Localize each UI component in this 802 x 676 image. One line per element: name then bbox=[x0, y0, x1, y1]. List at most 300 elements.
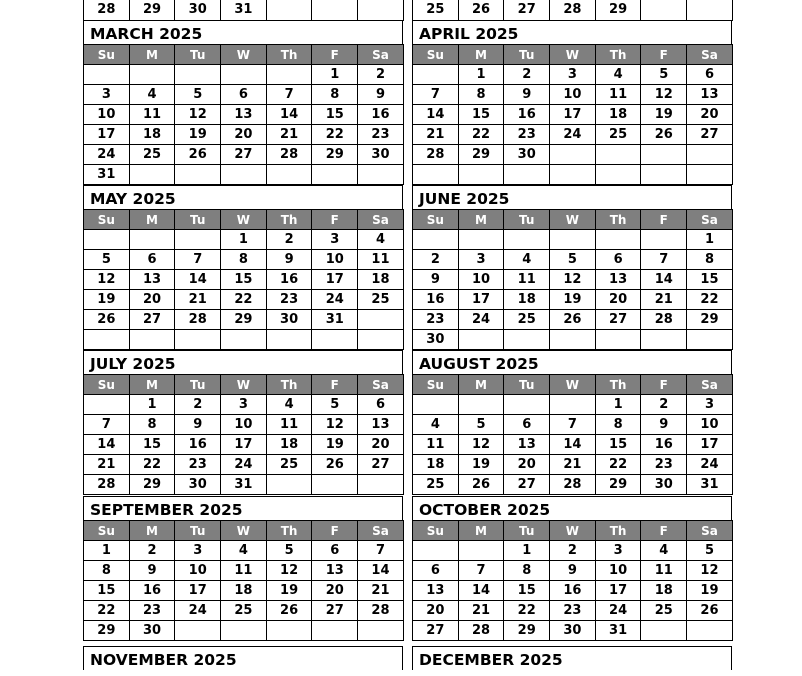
day-cell bbox=[175, 65, 221, 85]
day-cell: 24 bbox=[550, 125, 596, 145]
day-cell: 26 bbox=[458, 0, 504, 21]
day-cell bbox=[413, 165, 459, 185]
day-cell bbox=[641, 621, 687, 641]
month-block bbox=[83, 350, 403, 495]
month-grid bbox=[412, 374, 733, 495]
day-cell: 10 bbox=[458, 270, 504, 290]
week-row bbox=[413, 65, 733, 85]
day-cell: 3 bbox=[312, 230, 358, 250]
day-cell: 23 bbox=[504, 125, 550, 145]
day-cell: 15 bbox=[221, 270, 267, 290]
weekday-header: Tu bbox=[175, 521, 221, 541]
week-row bbox=[84, 310, 404, 330]
day-cell: 25 bbox=[358, 290, 404, 310]
day-cell: 19 bbox=[175, 125, 221, 145]
day-cell bbox=[84, 65, 130, 85]
weekday-header: Tu bbox=[175, 375, 221, 395]
day-cell: 4 bbox=[641, 541, 687, 561]
day-cell bbox=[504, 395, 550, 415]
day-cell: 5 bbox=[312, 395, 358, 415]
day-cell bbox=[458, 330, 504, 350]
day-cell: 22 bbox=[84, 601, 130, 621]
day-cell: 12 bbox=[641, 85, 687, 105]
day-cell: 18 bbox=[595, 105, 641, 125]
weekday-header: Su bbox=[84, 210, 130, 230]
week-row bbox=[84, 541, 404, 561]
weekday-header: W bbox=[221, 210, 267, 230]
day-cell: 6 bbox=[221, 85, 267, 105]
day-cell: 22 bbox=[687, 290, 733, 310]
weekday-header-row bbox=[84, 45, 404, 65]
week-row bbox=[84, 455, 404, 475]
day-cell: 25 bbox=[266, 455, 312, 475]
week-row bbox=[84, 475, 404, 495]
day-cell: 16 bbox=[550, 581, 596, 601]
day-cell: 14 bbox=[413, 105, 459, 125]
day-cell bbox=[687, 165, 733, 185]
day-cell: 21 bbox=[413, 125, 459, 145]
day-cell: 4 bbox=[413, 415, 459, 435]
day-cell: 2 bbox=[358, 65, 404, 85]
weekday-header: Sa bbox=[687, 45, 733, 65]
day-cell: 18 bbox=[129, 125, 175, 145]
day-cell: 30 bbox=[175, 0, 221, 21]
week-row bbox=[413, 395, 733, 415]
day-cell: 24 bbox=[221, 455, 267, 475]
day-cell: 12 bbox=[175, 105, 221, 125]
day-cell: 16 bbox=[129, 581, 175, 601]
week-row bbox=[84, 230, 404, 250]
week-row bbox=[84, 65, 404, 85]
weekday-header: Sa bbox=[687, 375, 733, 395]
day-cell: 3 bbox=[550, 65, 596, 85]
day-cell bbox=[687, 0, 733, 21]
day-cell: 26 bbox=[266, 601, 312, 621]
day-cell: 13 bbox=[129, 270, 175, 290]
month-title: NOVEMBER 2025 bbox=[83, 646, 403, 670]
weekday-header: Tu bbox=[504, 521, 550, 541]
day-cell: 20 bbox=[687, 105, 733, 125]
month-grid bbox=[83, 209, 404, 350]
day-cell bbox=[221, 65, 267, 85]
day-cell bbox=[641, 165, 687, 185]
day-cell: 6 bbox=[312, 541, 358, 561]
day-cell: 9 bbox=[413, 270, 459, 290]
week-row bbox=[413, 125, 733, 145]
week-row bbox=[84, 435, 404, 455]
day-cell: 14 bbox=[550, 435, 596, 455]
day-cell: 6 bbox=[358, 395, 404, 415]
day-cell: 22 bbox=[595, 455, 641, 475]
day-cell: 7 bbox=[175, 250, 221, 270]
day-cell: 30 bbox=[129, 621, 175, 641]
day-cell: 6 bbox=[687, 65, 733, 85]
week-row bbox=[84, 250, 404, 270]
weekday-header: M bbox=[129, 521, 175, 541]
day-cell: 19 bbox=[458, 455, 504, 475]
day-cell: 22 bbox=[458, 125, 504, 145]
weekday-header: Su bbox=[413, 45, 459, 65]
day-cell: 31 bbox=[221, 475, 267, 495]
day-cell: 29 bbox=[84, 621, 130, 641]
day-cell bbox=[413, 230, 459, 250]
day-cell: 6 bbox=[595, 250, 641, 270]
day-cell: 8 bbox=[504, 561, 550, 581]
week-row bbox=[84, 621, 404, 641]
weekday-header: F bbox=[641, 375, 687, 395]
weekday-header: Th bbox=[595, 375, 641, 395]
month-block bbox=[412, 496, 732, 641]
day-cell: 19 bbox=[84, 290, 130, 310]
day-cell bbox=[641, 330, 687, 350]
day-cell: 2 bbox=[413, 250, 459, 270]
day-cell bbox=[458, 541, 504, 561]
day-cell: 9 bbox=[504, 85, 550, 105]
day-cell: 3 bbox=[458, 250, 504, 270]
day-cell bbox=[504, 165, 550, 185]
day-cell: 26 bbox=[687, 601, 733, 621]
weekday-header: W bbox=[221, 521, 267, 541]
day-cell: 31 bbox=[221, 0, 267, 21]
day-cell: 15 bbox=[595, 435, 641, 455]
day-cell bbox=[312, 165, 358, 185]
weekday-header: M bbox=[129, 210, 175, 230]
month-block bbox=[83, 20, 403, 185]
week-row bbox=[413, 290, 733, 310]
day-cell: 4 bbox=[129, 85, 175, 105]
week-row bbox=[413, 85, 733, 105]
week-row bbox=[413, 230, 733, 250]
weekday-header: Sa bbox=[358, 210, 404, 230]
day-cell bbox=[358, 310, 404, 330]
day-cell: 25 bbox=[413, 0, 459, 21]
month-title: DECEMBER 2025 bbox=[412, 646, 732, 670]
day-cell: 14 bbox=[358, 561, 404, 581]
day-cell bbox=[129, 330, 175, 350]
day-cell: 28 bbox=[358, 601, 404, 621]
day-cell: 30 bbox=[266, 310, 312, 330]
day-cell: 27 bbox=[312, 601, 358, 621]
weekday-header-row bbox=[84, 521, 404, 541]
day-cell: 6 bbox=[413, 561, 459, 581]
day-cell bbox=[266, 0, 312, 21]
day-cell: 29 bbox=[129, 0, 175, 21]
day-cell: 9 bbox=[129, 561, 175, 581]
day-cell: 11 bbox=[221, 561, 267, 581]
day-cell bbox=[504, 330, 550, 350]
day-cell: 26 bbox=[550, 310, 596, 330]
weekday-header: F bbox=[312, 521, 358, 541]
day-cell bbox=[266, 621, 312, 641]
day-cell bbox=[641, 230, 687, 250]
day-cell: 17 bbox=[550, 105, 596, 125]
week-row bbox=[413, 415, 733, 435]
day-cell: 18 bbox=[413, 455, 459, 475]
day-cell: 22 bbox=[221, 290, 267, 310]
day-cell bbox=[458, 395, 504, 415]
day-cell: 5 bbox=[175, 85, 221, 105]
weekday-header: Tu bbox=[504, 210, 550, 230]
day-cell: 23 bbox=[550, 601, 596, 621]
day-cell: 11 bbox=[358, 250, 404, 270]
weekday-header: M bbox=[458, 521, 504, 541]
day-cell: 19 bbox=[312, 435, 358, 455]
day-cell bbox=[550, 395, 596, 415]
weekday-header: Th bbox=[266, 375, 312, 395]
weekday-header: Su bbox=[84, 521, 130, 541]
day-cell bbox=[129, 230, 175, 250]
day-cell bbox=[312, 330, 358, 350]
weekday-header: F bbox=[641, 210, 687, 230]
day-cell: 2 bbox=[504, 65, 550, 85]
month-block bbox=[412, 20, 732, 185]
day-cell bbox=[266, 330, 312, 350]
day-cell: 26 bbox=[458, 475, 504, 495]
day-cell: 25 bbox=[413, 475, 459, 495]
day-cell: 22 bbox=[504, 601, 550, 621]
day-cell bbox=[266, 65, 312, 85]
day-cell: 18 bbox=[641, 581, 687, 601]
weekday-header: W bbox=[550, 375, 596, 395]
day-cell: 12 bbox=[550, 270, 596, 290]
week-row bbox=[413, 455, 733, 475]
day-cell: 25 bbox=[129, 145, 175, 165]
day-cell: 22 bbox=[312, 125, 358, 145]
weekday-header: F bbox=[312, 375, 358, 395]
day-cell: 12 bbox=[687, 561, 733, 581]
day-cell: 20 bbox=[413, 601, 459, 621]
day-cell: 13 bbox=[595, 270, 641, 290]
day-cell: 21 bbox=[641, 290, 687, 310]
week-row bbox=[413, 165, 733, 185]
day-cell: 2 bbox=[550, 541, 596, 561]
day-cell: 1 bbox=[129, 395, 175, 415]
day-cell: 9 bbox=[266, 250, 312, 270]
day-cell: 5 bbox=[641, 65, 687, 85]
week-row bbox=[84, 330, 404, 350]
day-cell: 23 bbox=[266, 290, 312, 310]
month-title: MARCH 2025 bbox=[83, 20, 403, 44]
day-cell: 10 bbox=[221, 415, 267, 435]
day-cell: 4 bbox=[504, 250, 550, 270]
weekday-header: W bbox=[550, 45, 596, 65]
week-row bbox=[84, 85, 404, 105]
day-cell bbox=[84, 330, 130, 350]
weekday-header: Tu bbox=[504, 375, 550, 395]
day-cell: 3 bbox=[687, 395, 733, 415]
weekday-header: Th bbox=[595, 45, 641, 65]
day-cell: 24 bbox=[312, 290, 358, 310]
week-row bbox=[413, 435, 733, 455]
week-row bbox=[84, 165, 404, 185]
week-row bbox=[84, 145, 404, 165]
day-cell: 20 bbox=[129, 290, 175, 310]
day-cell: 13 bbox=[504, 435, 550, 455]
day-cell: 16 bbox=[504, 105, 550, 125]
weekday-header: Sa bbox=[687, 210, 733, 230]
day-cell: 14 bbox=[458, 581, 504, 601]
weekday-header: M bbox=[458, 375, 504, 395]
week-row bbox=[84, 290, 404, 310]
day-cell: 10 bbox=[84, 105, 130, 125]
day-cell: 17 bbox=[458, 290, 504, 310]
day-cell: 26 bbox=[84, 310, 130, 330]
day-cell: 29 bbox=[312, 145, 358, 165]
day-cell: 8 bbox=[595, 415, 641, 435]
day-cell: 5 bbox=[458, 415, 504, 435]
day-cell: 23 bbox=[413, 310, 459, 330]
day-cell bbox=[358, 475, 404, 495]
weekday-header: W bbox=[221, 45, 267, 65]
month-grid bbox=[412, 44, 733, 185]
weekday-header: Th bbox=[266, 210, 312, 230]
weekday-header: F bbox=[641, 521, 687, 541]
day-cell: 27 bbox=[358, 455, 404, 475]
day-cell: 7 bbox=[641, 250, 687, 270]
weekday-header: Su bbox=[413, 521, 459, 541]
day-cell: 11 bbox=[413, 435, 459, 455]
week-row bbox=[84, 415, 404, 435]
day-cell: 1 bbox=[504, 541, 550, 561]
month-grid bbox=[83, 44, 404, 185]
day-cell: 28 bbox=[84, 475, 130, 495]
day-cell bbox=[358, 165, 404, 185]
day-cell: 1 bbox=[687, 230, 733, 250]
month-title: JULY 2025 bbox=[83, 350, 403, 374]
week-row bbox=[413, 561, 733, 581]
day-cell: 13 bbox=[358, 415, 404, 435]
week-row bbox=[84, 561, 404, 581]
weekday-header-row bbox=[413, 521, 733, 541]
day-cell: 30 bbox=[641, 475, 687, 495]
day-cell: 31 bbox=[687, 475, 733, 495]
day-cell: 23 bbox=[641, 455, 687, 475]
day-cell: 14 bbox=[641, 270, 687, 290]
day-cell bbox=[504, 230, 550, 250]
day-cell bbox=[266, 475, 312, 495]
day-cell: 17 bbox=[312, 270, 358, 290]
day-cell: 25 bbox=[595, 125, 641, 145]
day-cell: 28 bbox=[550, 475, 596, 495]
day-cell: 6 bbox=[129, 250, 175, 270]
day-cell bbox=[687, 330, 733, 350]
weekday-header: Sa bbox=[687, 521, 733, 541]
day-cell: 27 bbox=[504, 475, 550, 495]
week-row bbox=[413, 601, 733, 621]
day-cell bbox=[595, 230, 641, 250]
next-month-block bbox=[83, 646, 403, 676]
weekday-header: F bbox=[312, 45, 358, 65]
day-cell: 7 bbox=[458, 561, 504, 581]
month-title: JUNE 2025 bbox=[412, 185, 732, 209]
day-cell bbox=[550, 330, 596, 350]
day-cell: 25 bbox=[504, 310, 550, 330]
day-cell bbox=[175, 165, 221, 185]
weekday-header: M bbox=[129, 375, 175, 395]
day-cell: 11 bbox=[129, 105, 175, 125]
day-cell: 7 bbox=[550, 415, 596, 435]
month-title: MAY 2025 bbox=[83, 185, 403, 209]
week-row bbox=[84, 395, 404, 415]
week-row bbox=[413, 145, 733, 165]
day-cell: 5 bbox=[266, 541, 312, 561]
day-cell: 28 bbox=[84, 0, 130, 21]
weekday-header: F bbox=[312, 210, 358, 230]
day-cell: 4 bbox=[266, 395, 312, 415]
day-cell bbox=[687, 145, 733, 165]
day-cell: 14 bbox=[175, 270, 221, 290]
day-cell: 14 bbox=[84, 435, 130, 455]
day-cell: 8 bbox=[221, 250, 267, 270]
day-cell: 21 bbox=[550, 455, 596, 475]
day-cell: 20 bbox=[595, 290, 641, 310]
day-cell bbox=[595, 330, 641, 350]
month-grid bbox=[83, 374, 404, 495]
day-cell: 2 bbox=[641, 395, 687, 415]
weekday-header-row bbox=[413, 375, 733, 395]
day-cell: 8 bbox=[458, 85, 504, 105]
previous-month-last-week bbox=[412, 0, 733, 21]
week-row bbox=[413, 250, 733, 270]
weekday-header: W bbox=[221, 375, 267, 395]
day-cell: 2 bbox=[266, 230, 312, 250]
day-cell bbox=[312, 475, 358, 495]
week-row bbox=[84, 270, 404, 290]
day-cell: 9 bbox=[358, 85, 404, 105]
day-cell: 29 bbox=[595, 475, 641, 495]
week-row bbox=[413, 105, 733, 125]
month-grid bbox=[83, 520, 404, 641]
day-cell: 28 bbox=[550, 0, 596, 21]
day-cell: 9 bbox=[175, 415, 221, 435]
day-cell: 28 bbox=[641, 310, 687, 330]
weekday-header: M bbox=[129, 45, 175, 65]
day-cell: 30 bbox=[175, 475, 221, 495]
day-cell: 23 bbox=[358, 125, 404, 145]
day-cell bbox=[358, 330, 404, 350]
day-cell: 19 bbox=[550, 290, 596, 310]
day-cell: 19 bbox=[687, 581, 733, 601]
day-cell: 21 bbox=[175, 290, 221, 310]
day-cell: 6 bbox=[504, 415, 550, 435]
day-cell: 29 bbox=[129, 475, 175, 495]
month-title: APRIL 2025 bbox=[412, 20, 732, 44]
week-row bbox=[413, 581, 733, 601]
day-cell: 13 bbox=[312, 561, 358, 581]
day-cell: 2 bbox=[129, 541, 175, 561]
day-cell: 17 bbox=[221, 435, 267, 455]
day-cell: 10 bbox=[175, 561, 221, 581]
day-cell: 29 bbox=[458, 145, 504, 165]
day-cell: 18 bbox=[358, 270, 404, 290]
weekday-header: M bbox=[458, 45, 504, 65]
day-cell: 21 bbox=[266, 125, 312, 145]
day-cell: 30 bbox=[358, 145, 404, 165]
day-cell: 16 bbox=[641, 435, 687, 455]
week-row bbox=[413, 621, 733, 641]
day-cell: 21 bbox=[458, 601, 504, 621]
day-cell: 10 bbox=[595, 561, 641, 581]
day-cell: 31 bbox=[595, 621, 641, 641]
day-cell: 16 bbox=[266, 270, 312, 290]
day-cell: 1 bbox=[312, 65, 358, 85]
week-row bbox=[413, 541, 733, 561]
day-cell bbox=[129, 65, 175, 85]
week-row bbox=[413, 330, 733, 350]
month-title: OCTOBER 2025 bbox=[412, 496, 732, 520]
day-cell bbox=[175, 330, 221, 350]
day-cell: 7 bbox=[358, 541, 404, 561]
